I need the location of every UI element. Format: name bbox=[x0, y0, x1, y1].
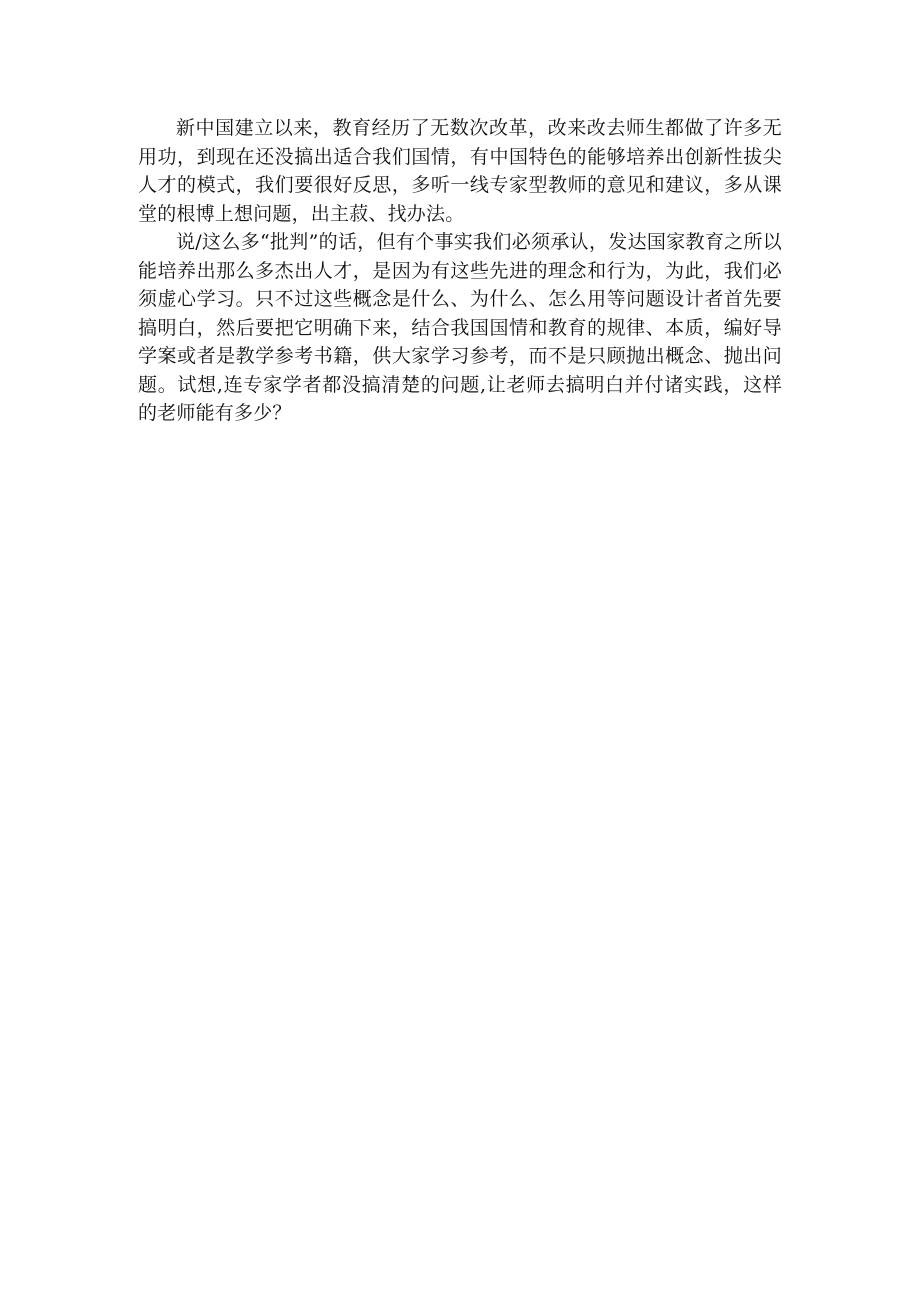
paragraph: 新中国建立以来，教育经历了无数次改革，改来改去师生都做了许多无用功，到现在还没搞出适合我们国情，有中国特色的能够培养出创新性拔尖人才的模式，我们要很好反思，多听一线专家型教师的意见和建议，多从课堂的根博上想问题，出主菽、找办法。 bbox=[138, 117, 782, 225]
paragraph: 说/这么多“批判”的话，但有个事实我们必须承认，发达国家教育之所以能培养出那么多杰出人才，是因为有这些先进的理念和行为，为此，我们必须虚心学习。只不过这些概念是什么、为什么、怎么用等问题设计者首先要搞明白，然后要把它明确下来，结合我国国情和教育的规律、本质，编好导学案或者是教学参考书籍，供大家学习参考，而不是只顾抛出概念、抛出问题。试想,连专家学者都没搞清楚的问题,让老师去搞明白并付诸实践，这样的老师能有多少？ bbox=[138, 231, 782, 424]
document-body bbox=[138, 114, 782, 428]
